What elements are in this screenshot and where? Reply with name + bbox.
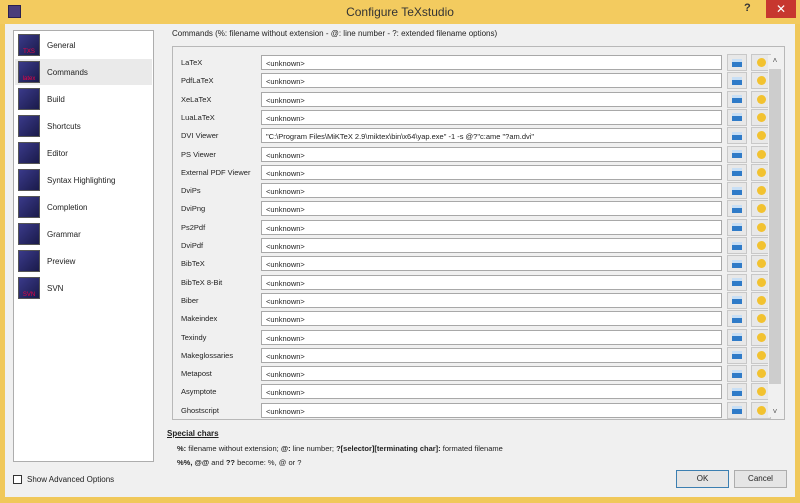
disk-icon: [732, 59, 742, 67]
undo-icon: [757, 95, 766, 104]
show-advanced-options-checkbox[interactable]: [13, 475, 114, 484]
command-row: [181, 165, 781, 181]
commands-group-title: Commands (%: filename without extension - @: line number - ?: extended filename options): [172, 29, 498, 38]
select-program-button[interactable]: [727, 292, 747, 309]
select-program-button[interactable]: [727, 72, 747, 89]
select-program-button[interactable]: [727, 200, 747, 217]
command-label: DviPs: [181, 186, 201, 196]
scroll-down-icon[interactable]: ˅: [772, 407, 778, 416]
select-program-button[interactable]: [727, 146, 747, 163]
undo-icon: [757, 223, 766, 232]
command-row: [181, 311, 781, 327]
sidebar-item-label: Completion: [47, 202, 88, 212]
command-label: Makeindex: [181, 314, 218, 324]
special-chars-text: line number;: [290, 444, 337, 453]
sidebar-item-label: Grammar: [47, 229, 81, 239]
command-input[interactable]: <unknown>: [261, 73, 722, 88]
command-input[interactable]: <unknown>: [261, 201, 722, 216]
command-input[interactable]: <unknown>: [261, 55, 722, 70]
command-row: [181, 110, 781, 126]
select-program-button[interactable]: [727, 219, 747, 236]
category-icon: [18, 115, 40, 137]
command-row: [181, 55, 781, 71]
command-input[interactable]: <unknown>: [261, 275, 722, 290]
command-input[interactable]: <unknown>: [261, 366, 722, 381]
sidebar-item-editor[interactable]: [15, 140, 152, 166]
sidebar-item-preview[interactable]: [15, 248, 152, 274]
disk-icon: [732, 95, 742, 103]
command-row: [181, 348, 781, 364]
command-input[interactable]: <unknown>: [261, 384, 722, 399]
disk-icon: [732, 223, 742, 231]
command-label: Metapost: [181, 369, 212, 379]
category-icon: [18, 142, 40, 164]
command-label: Ghostscript: [181, 405, 219, 415]
command-label: External PDF Viewer: [181, 167, 251, 177]
sidebar-item-grammar[interactable]: [15, 221, 152, 247]
undo-icon: [757, 150, 766, 159]
command-label: Makeglossaries: [181, 350, 234, 360]
command-row: [181, 403, 781, 419]
help-button[interactable]: ?: [744, 2, 751, 14]
commands-group: [172, 46, 785, 420]
command-input[interactable]: <unknown>: [261, 147, 722, 162]
disk-icon: [732, 370, 742, 378]
undo-icon: [757, 113, 766, 122]
sidebar-item-completion[interactable]: [15, 194, 152, 220]
disk-icon: [732, 150, 742, 158]
sidebar-item-shortcuts[interactable]: [15, 113, 152, 139]
close-button[interactable]: ✕: [766, 0, 796, 18]
title-bar: [0, 0, 800, 24]
command-label: PdfLaTeX: [181, 76, 214, 86]
command-input[interactable]: <unknown>: [261, 293, 722, 308]
special-chars-heading: Special chars: [167, 429, 219, 438]
undo-icon: [757, 259, 766, 268]
special-chars-text: ?[selector][terminating char]:: [336, 444, 441, 453]
command-label: Ps2Pdf: [181, 222, 206, 232]
special-chars-text: become: %, @ or ?: [235, 458, 302, 467]
command-label: LaTeX: [181, 58, 203, 67]
command-input[interactable]: <unknown>: [261, 165, 722, 180]
command-row: [181, 293, 781, 309]
command-input[interactable]: <unknown>: [261, 92, 722, 107]
command-input[interactable]: <unknown>: [261, 403, 722, 418]
command-label: LuaLaTeX: [181, 112, 215, 122]
command-label: XeLaTeX: [181, 94, 212, 104]
sidebar-item-label: SVN: [47, 283, 64, 293]
disk-icon: [732, 296, 742, 304]
special-chars-text: and: [209, 458, 226, 467]
select-program-button[interactable]: [727, 274, 747, 291]
command-input[interactable]: <unknown>: [261, 348, 722, 363]
undo-icon: [757, 387, 766, 396]
special-chars-text: ??: [225, 458, 235, 467]
category-icon: [18, 223, 40, 245]
command-row: [181, 366, 781, 382]
scroll-up-icon[interactable]: ˄: [772, 56, 778, 65]
command-input[interactable]: <unknown>: [261, 311, 722, 326]
select-program-button[interactable]: [727, 255, 747, 272]
disk-icon: [732, 351, 742, 359]
undo-icon: [757, 58, 766, 67]
category-icon: [18, 88, 40, 110]
sidebar-item-label: Build: [47, 94, 65, 104]
command-input[interactable]: <unknown>: [261, 110, 722, 125]
special-chars-text: %:: [177, 444, 187, 453]
dialog-body: [5, 24, 795, 497]
disk-icon: [732, 260, 742, 268]
command-input[interactable]: <unknown>: [261, 256, 722, 271]
command-row: [181, 256, 781, 272]
command-label: Biber: [181, 295, 199, 305]
sidebar-item-label: Editor: [47, 148, 68, 158]
command-input[interactable]: <unknown>: [261, 238, 722, 253]
undo-icon: [757, 333, 766, 342]
sidebar-item-label: Commands: [47, 67, 88, 77]
command-row: [181, 128, 781, 144]
select-program-button[interactable]: [727, 54, 747, 71]
scroll-thumb[interactable]: [769, 69, 781, 384]
disk-icon: [732, 168, 742, 176]
undo-icon: [757, 241, 766, 250]
command-label: Texindy: [181, 332, 207, 342]
select-program-button[interactable]: [727, 182, 747, 199]
sidebar-item-general[interactable]: [15, 32, 152, 58]
disk-icon: [732, 315, 742, 323]
undo-icon: [757, 131, 766, 140]
special-chars-text: formated filename: [440, 444, 503, 453]
category-icon: [18, 169, 40, 191]
command-label: DviPdf: [181, 241, 204, 250]
undo-icon: [757, 186, 766, 195]
sidebar-item-label: General: [47, 40, 76, 50]
command-label: DVI Viewer: [181, 131, 219, 141]
undo-icon: [757, 76, 766, 85]
sidebar-item-label: Syntax Highlighting: [47, 175, 116, 185]
command-row: [181, 220, 781, 236]
category-icon: latex: [18, 61, 40, 83]
undo-icon: [757, 204, 766, 213]
ok-button[interactable]: OK: [676, 470, 729, 488]
command-input[interactable]: "C:\Program Files\MiKTeX 2.9\miktex\bin\x64\yap.exe" -1 -s @?"c:ame "?am.dvi": [261, 128, 722, 143]
cancel-button[interactable]: Cancel: [734, 470, 787, 488]
sidebar-item-commands[interactable]: [15, 59, 152, 85]
undo-icon: [757, 296, 766, 305]
category-icon: SVN: [18, 277, 40, 299]
select-program-button[interactable]: [727, 164, 747, 181]
disk-icon: [732, 77, 742, 85]
category-icon: TXS: [18, 34, 40, 56]
command-label: DviPng: [181, 204, 206, 214]
special-chars-text: @:: [280, 444, 291, 453]
disk-icon: [732, 132, 742, 140]
undo-icon: [757, 278, 766, 287]
command-row: [181, 330, 781, 346]
command-input[interactable]: <unknown>: [261, 220, 722, 235]
sidebar-item-label: Shortcuts: [47, 121, 81, 131]
disk-icon: [732, 205, 742, 213]
select-program-button[interactable]: [727, 383, 747, 400]
select-program-button[interactable]: [727, 329, 747, 346]
command-row: [181, 147, 781, 163]
command-row: [181, 183, 781, 199]
select-program-button[interactable]: [727, 109, 747, 126]
sidebar-item-build[interactable]: [15, 86, 152, 112]
command-label: PS Viewer: [181, 149, 216, 159]
undo-icon: [757, 314, 766, 323]
window-title: Configure TeXstudio: [346, 5, 454, 19]
select-program-button[interactable]: [727, 365, 747, 382]
disk-icon: [732, 406, 742, 414]
sidebar-item-label: Preview: [47, 256, 76, 266]
command-row: [181, 275, 781, 291]
select-program-button[interactable]: [727, 347, 747, 364]
command-input[interactable]: <unknown>: [261, 183, 722, 198]
select-program-button[interactable]: [727, 91, 747, 108]
disk-icon: [732, 388, 742, 396]
disk-icon: [732, 187, 742, 195]
command-row: [181, 384, 781, 400]
show-advanced-options-label: Show Advanced Options: [27, 475, 115, 484]
command-row: [181, 238, 781, 254]
special-chars-text: %%, @@: [177, 458, 210, 467]
undo-icon: [757, 369, 766, 378]
category-list[interactable]: [13, 30, 154, 462]
select-program-button[interactable]: [727, 237, 747, 254]
category-icon: [18, 250, 40, 272]
undo-icon: [757, 351, 766, 360]
undo-icon: [757, 406, 766, 415]
command-row: [181, 92, 781, 108]
disk-icon: [732, 333, 742, 341]
undo-icon: [757, 168, 766, 177]
sidebar-item-syntax-highlighting[interactable]: [15, 167, 152, 193]
special-chars-line-1: [177, 444, 503, 453]
select-program-button[interactable]: [727, 127, 747, 144]
disk-icon: [732, 242, 742, 250]
checkbox-box[interactable]: [13, 475, 22, 484]
command-row: [181, 201, 781, 217]
command-label: BibTeX: [181, 259, 205, 269]
disk-icon: [732, 113, 742, 121]
select-program-button[interactable]: [727, 310, 747, 327]
command-label: Asymptote: [181, 387, 217, 397]
category-icon: [18, 196, 40, 218]
disk-icon: [732, 278, 742, 286]
command-label: BibTeX 8-Bit: [181, 277, 223, 287]
special-chars-line-2: [177, 458, 301, 467]
select-program-button[interactable]: [727, 402, 747, 419]
sidebar-item-svn[interactable]: [15, 275, 152, 301]
command-row: [181, 73, 781, 89]
command-input[interactable]: <unknown>: [261, 330, 722, 345]
scrollbar[interactable]: [768, 55, 782, 417]
special-chars-text: filename without extension;: [186, 444, 281, 453]
